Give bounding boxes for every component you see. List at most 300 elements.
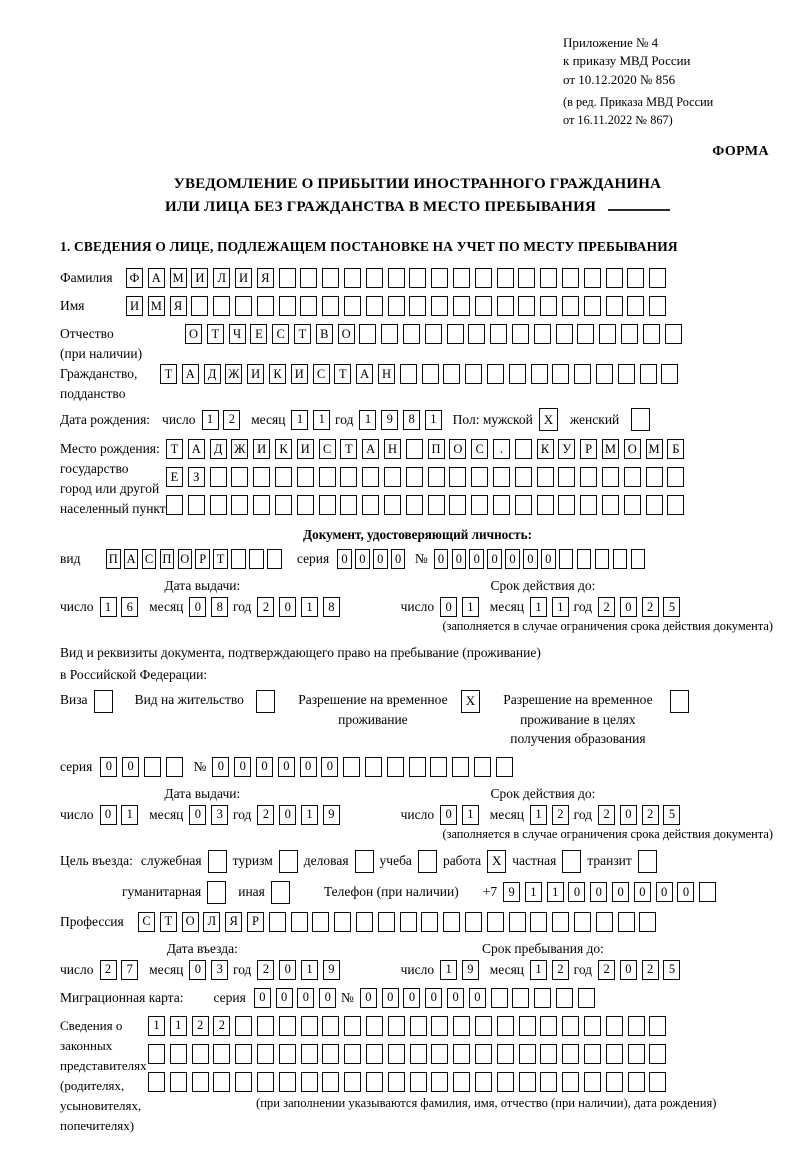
form-cell[interactable] bbox=[449, 467, 466, 487]
form-cell[interactable] bbox=[453, 296, 470, 316]
form-cell[interactable]: Т bbox=[160, 364, 177, 384]
form-cell[interactable] bbox=[562, 296, 579, 316]
form-cell[interactable]: 2 bbox=[223, 410, 240, 430]
form-cell[interactable] bbox=[661, 364, 678, 384]
form-cell[interactable] bbox=[531, 364, 548, 384]
form-cell[interactable] bbox=[297, 467, 314, 487]
form-cell[interactable] bbox=[192, 1072, 209, 1092]
form-cell[interactable] bbox=[540, 296, 557, 316]
form-cell[interactable]: 0 bbox=[189, 597, 206, 617]
form-cell[interactable] bbox=[213, 1044, 230, 1064]
form-cell[interactable]: 0 bbox=[279, 805, 296, 825]
form-cell[interactable] bbox=[487, 912, 504, 932]
form-cell[interactable] bbox=[580, 467, 597, 487]
form-cell[interactable]: 9 bbox=[323, 805, 340, 825]
form-cell[interactable]: И bbox=[191, 268, 208, 288]
form-cell[interactable]: 0 bbox=[279, 597, 296, 617]
form-cell[interactable]: Т bbox=[213, 549, 228, 569]
form-cell[interactable] bbox=[519, 1072, 536, 1092]
form-cell[interactable]: 1 bbox=[547, 882, 564, 902]
form-cell[interactable] bbox=[552, 364, 569, 384]
form-cell[interactable] bbox=[512, 988, 529, 1008]
form-cell[interactable] bbox=[344, 1072, 361, 1092]
form-cell[interactable] bbox=[191, 296, 208, 316]
form-cell[interactable]: О bbox=[449, 439, 466, 459]
form-cell[interactable]: 0 bbox=[469, 549, 484, 569]
form-cell[interactable] bbox=[584, 296, 601, 316]
form-cell[interactable] bbox=[497, 1072, 514, 1092]
form-cell[interactable]: Ч bbox=[229, 324, 246, 344]
form-cell[interactable] bbox=[388, 268, 405, 288]
form-cell[interactable]: А bbox=[356, 364, 373, 384]
form-cell[interactable]: 0 bbox=[360, 988, 377, 1008]
form-cell[interactable] bbox=[453, 1016, 470, 1036]
form-cell[interactable]: А bbox=[182, 364, 199, 384]
form-cell[interactable] bbox=[192, 1044, 209, 1064]
form-cell[interactable]: 0 bbox=[100, 757, 117, 777]
form-cell[interactable] bbox=[297, 495, 314, 515]
form-cell[interactable] bbox=[537, 467, 554, 487]
form-cell[interactable]: 0 bbox=[677, 882, 694, 902]
form-cell[interactable] bbox=[322, 1072, 339, 1092]
form-cell[interactable] bbox=[257, 1016, 274, 1036]
form-cell[interactable] bbox=[490, 324, 507, 344]
form-cell[interactable]: И bbox=[247, 364, 264, 384]
form-cell[interactable] bbox=[344, 296, 361, 316]
form-cell[interactable]: А bbox=[362, 439, 379, 459]
form-cell[interactable] bbox=[649, 268, 666, 288]
form-cell[interactable]: 1 bbox=[121, 805, 138, 825]
form-cell[interactable] bbox=[213, 296, 230, 316]
form-cell[interactable] bbox=[628, 1016, 645, 1036]
form-cell[interactable]: 1 bbox=[148, 1016, 165, 1036]
form-cell[interactable]: О bbox=[178, 549, 193, 569]
form-cell[interactable] bbox=[518, 296, 535, 316]
checkbox-temp-permit[interactable]: X bbox=[461, 690, 480, 713]
form-cell[interactable]: 0 bbox=[656, 882, 673, 902]
form-cell[interactable]: 0 bbox=[434, 549, 449, 569]
form-cell[interactable]: 1 bbox=[530, 597, 547, 617]
form-cell[interactable]: 0 bbox=[256, 757, 273, 777]
form-cell[interactable]: О bbox=[624, 439, 641, 459]
form-cell[interactable] bbox=[628, 1072, 645, 1092]
form-cell[interactable] bbox=[515, 439, 532, 459]
form-cell[interactable] bbox=[409, 268, 426, 288]
form-cell[interactable] bbox=[556, 988, 573, 1008]
form-cell[interactable]: 0 bbox=[620, 805, 637, 825]
form-cell[interactable] bbox=[400, 364, 417, 384]
form-cell[interactable]: 0 bbox=[189, 960, 206, 980]
form-cell[interactable] bbox=[453, 1072, 470, 1092]
form-cell[interactable] bbox=[275, 467, 292, 487]
form-cell[interactable] bbox=[627, 268, 644, 288]
form-cell[interactable]: Е bbox=[166, 467, 183, 487]
form-cell[interactable] bbox=[606, 1044, 623, 1064]
form-cell[interactable] bbox=[340, 467, 357, 487]
form-cell[interactable]: 0 bbox=[505, 549, 520, 569]
form-cell[interactable]: 8 bbox=[403, 410, 420, 430]
form-cell[interactable] bbox=[430, 757, 447, 777]
form-cell[interactable] bbox=[606, 296, 623, 316]
form-cell[interactable] bbox=[170, 1044, 187, 1064]
form-cell[interactable]: 1 bbox=[552, 597, 569, 617]
form-cell[interactable]: В bbox=[316, 324, 333, 344]
form-cell[interactable]: 0 bbox=[541, 549, 556, 569]
form-cell[interactable]: Л bbox=[213, 268, 230, 288]
form-cell[interactable] bbox=[519, 1044, 536, 1064]
form-cell[interactable]: 2 bbox=[192, 1016, 209, 1036]
checkbox-private[interactable] bbox=[562, 850, 581, 873]
form-cell[interactable] bbox=[562, 1072, 579, 1092]
form-cell[interactable] bbox=[649, 296, 666, 316]
form-cell[interactable] bbox=[148, 1072, 165, 1092]
form-cell[interactable] bbox=[475, 1044, 492, 1064]
form-cell[interactable] bbox=[621, 324, 638, 344]
form-cell[interactable] bbox=[602, 495, 619, 515]
form-cell[interactable] bbox=[596, 364, 613, 384]
form-cell[interactable] bbox=[235, 1016, 252, 1036]
form-cell[interactable]: 0 bbox=[440, 805, 457, 825]
form-cell[interactable] bbox=[384, 467, 401, 487]
form-cell[interactable]: Я bbox=[257, 268, 274, 288]
form-cell[interactable]: 0 bbox=[634, 882, 651, 902]
form-cell[interactable] bbox=[624, 495, 641, 515]
form-cell[interactable]: 2 bbox=[552, 805, 569, 825]
checkbox-study[interactable] bbox=[418, 850, 437, 873]
form-cell[interactable]: 0 bbox=[373, 549, 388, 569]
form-cell[interactable]: 1 bbox=[425, 410, 442, 430]
form-cell[interactable] bbox=[584, 268, 601, 288]
form-cell[interactable]: С bbox=[272, 324, 289, 344]
form-cell[interactable] bbox=[509, 364, 526, 384]
form-cell[interactable] bbox=[530, 912, 547, 932]
form-cell[interactable] bbox=[210, 495, 227, 515]
form-cell[interactable] bbox=[667, 495, 684, 515]
form-cell[interactable] bbox=[595, 549, 610, 569]
form-cell[interactable]: 9 bbox=[381, 410, 398, 430]
form-cell[interactable] bbox=[497, 1044, 514, 1064]
form-cell[interactable]: Т bbox=[160, 912, 177, 932]
form-cell[interactable] bbox=[475, 1016, 492, 1036]
form-cell[interactable] bbox=[378, 912, 395, 932]
form-cell[interactable]: 0 bbox=[568, 882, 585, 902]
form-cell[interactable]: П bbox=[106, 549, 121, 569]
form-cell[interactable]: Ж bbox=[231, 439, 248, 459]
form-cell[interactable] bbox=[519, 1016, 536, 1036]
form-cell[interactable] bbox=[562, 1016, 579, 1036]
form-cell[interactable]: 0 bbox=[452, 549, 467, 569]
form-cell[interactable] bbox=[540, 1044, 557, 1064]
checkbox-transit[interactable] bbox=[638, 850, 657, 873]
form-cell[interactable] bbox=[148, 1044, 165, 1064]
form-cell[interactable]: 1 bbox=[301, 597, 318, 617]
form-cell[interactable] bbox=[387, 757, 404, 777]
form-cell[interactable] bbox=[474, 757, 491, 777]
form-cell[interactable]: 9 bbox=[323, 960, 340, 980]
form-cell[interactable] bbox=[344, 268, 361, 288]
form-cell[interactable] bbox=[574, 364, 591, 384]
form-cell[interactable] bbox=[235, 1044, 252, 1064]
form-cell[interactable]: 8 bbox=[323, 597, 340, 617]
form-cell[interactable] bbox=[599, 324, 616, 344]
form-cell[interactable] bbox=[362, 495, 379, 515]
checkbox-edu-permit[interactable] bbox=[670, 690, 689, 713]
form-cell[interactable]: 1 bbox=[440, 960, 457, 980]
form-cell[interactable] bbox=[580, 495, 597, 515]
form-cell[interactable] bbox=[340, 495, 357, 515]
form-cell[interactable] bbox=[322, 1044, 339, 1064]
form-cell[interactable]: 0 bbox=[620, 960, 637, 980]
form-cell[interactable] bbox=[428, 495, 445, 515]
form-cell[interactable] bbox=[627, 296, 644, 316]
form-cell[interactable]: 2 bbox=[257, 597, 274, 617]
form-cell[interactable]: С bbox=[313, 364, 330, 384]
form-cell[interactable]: 2 bbox=[598, 597, 615, 617]
form-cell[interactable] bbox=[381, 324, 398, 344]
form-cell[interactable]: Т bbox=[294, 324, 311, 344]
form-cell[interactable] bbox=[235, 296, 252, 316]
checkbox-male[interactable]: X bbox=[539, 408, 558, 431]
form-cell[interactable]: Т bbox=[340, 439, 357, 459]
form-cell[interactable] bbox=[279, 268, 296, 288]
form-cell[interactable]: 0 bbox=[212, 757, 229, 777]
form-cell[interactable] bbox=[431, 1072, 448, 1092]
form-cell[interactable]: И bbox=[253, 439, 270, 459]
form-cell[interactable]: С bbox=[142, 549, 157, 569]
form-cell[interactable] bbox=[540, 268, 557, 288]
form-cell[interactable] bbox=[468, 324, 485, 344]
form-cell[interactable]: 1 bbox=[530, 960, 547, 980]
form-cell[interactable] bbox=[512, 324, 529, 344]
form-cell[interactable]: 5 bbox=[663, 805, 680, 825]
checkbox-residence-permit[interactable] bbox=[256, 690, 275, 713]
form-cell[interactable]: 2 bbox=[257, 805, 274, 825]
form-cell[interactable] bbox=[322, 296, 339, 316]
form-cell[interactable] bbox=[231, 549, 246, 569]
form-cell[interactable] bbox=[649, 1044, 666, 1064]
form-cell[interactable] bbox=[558, 495, 575, 515]
form-cell[interactable] bbox=[388, 1044, 405, 1064]
form-cell[interactable]: Р bbox=[247, 912, 264, 932]
form-cell[interactable] bbox=[475, 296, 492, 316]
checkbox-work[interactable]: X bbox=[487, 850, 506, 873]
form-cell[interactable] bbox=[497, 296, 514, 316]
form-cell[interactable] bbox=[257, 296, 274, 316]
form-cell[interactable]: А bbox=[124, 549, 139, 569]
form-cell[interactable]: Я bbox=[225, 912, 242, 932]
form-cell[interactable] bbox=[301, 1016, 318, 1036]
form-cell[interactable] bbox=[403, 324, 420, 344]
checkbox-visa[interactable] bbox=[94, 690, 113, 713]
form-cell[interactable] bbox=[409, 757, 426, 777]
form-cell[interactable] bbox=[487, 364, 504, 384]
form-cell[interactable]: Я bbox=[170, 296, 187, 316]
form-cell[interactable]: С bbox=[319, 439, 336, 459]
form-cell[interactable]: Д bbox=[204, 364, 221, 384]
form-cell[interactable] bbox=[624, 467, 641, 487]
form-cell[interactable]: 1 bbox=[530, 805, 547, 825]
form-cell[interactable]: 0 bbox=[391, 549, 406, 569]
form-cell[interactable]: 2 bbox=[257, 960, 274, 980]
form-cell[interactable]: М bbox=[602, 439, 619, 459]
form-cell[interactable]: 1 bbox=[462, 597, 479, 617]
form-cell[interactable] bbox=[279, 1016, 296, 1036]
form-cell[interactable] bbox=[388, 1016, 405, 1036]
form-cell[interactable]: 2 bbox=[213, 1016, 230, 1036]
form-cell[interactable] bbox=[365, 757, 382, 777]
form-cell[interactable] bbox=[422, 364, 439, 384]
form-cell[interactable]: 1 bbox=[301, 805, 318, 825]
form-cell[interactable] bbox=[366, 1072, 383, 1092]
form-cell[interactable] bbox=[406, 439, 423, 459]
form-cell[interactable]: 0 bbox=[487, 549, 502, 569]
form-cell[interactable]: 0 bbox=[469, 988, 486, 1008]
form-cell[interactable] bbox=[518, 268, 535, 288]
form-cell[interactable]: С bbox=[138, 912, 155, 932]
form-cell[interactable] bbox=[602, 467, 619, 487]
form-cell[interactable]: М bbox=[646, 439, 663, 459]
form-cell[interactable] bbox=[406, 467, 423, 487]
form-cell[interactable]: Н bbox=[378, 364, 395, 384]
form-cell[interactable]: 8 bbox=[211, 597, 228, 617]
checkbox-business[interactable] bbox=[355, 850, 374, 873]
form-cell[interactable] bbox=[574, 912, 591, 932]
form-cell[interactable]: 3 bbox=[211, 960, 228, 980]
form-cell[interactable] bbox=[166, 495, 183, 515]
form-cell[interactable] bbox=[577, 324, 594, 344]
form-cell[interactable]: И bbox=[291, 364, 308, 384]
form-cell[interactable]: 1 bbox=[301, 960, 318, 980]
form-cell[interactable]: 9 bbox=[503, 882, 520, 902]
form-cell[interactable] bbox=[366, 296, 383, 316]
form-cell[interactable]: 2 bbox=[100, 960, 117, 980]
form-cell[interactable] bbox=[409, 296, 426, 316]
form-cell[interactable] bbox=[613, 549, 628, 569]
form-cell[interactable]: П bbox=[428, 439, 445, 459]
form-cell[interactable] bbox=[431, 296, 448, 316]
form-cell[interactable]: А bbox=[188, 439, 205, 459]
form-cell[interactable] bbox=[447, 324, 464, 344]
form-cell[interactable] bbox=[235, 1072, 252, 1092]
form-cell[interactable] bbox=[388, 1072, 405, 1092]
form-cell[interactable]: 1 bbox=[525, 882, 542, 902]
form-cell[interactable]: Ф bbox=[126, 268, 143, 288]
form-cell[interactable]: З bbox=[188, 467, 205, 487]
checkbox-female[interactable] bbox=[631, 408, 650, 431]
form-cell[interactable]: Т bbox=[207, 324, 224, 344]
form-cell[interactable]: 1 bbox=[202, 410, 219, 430]
form-cell[interactable]: 6 bbox=[121, 597, 138, 617]
form-cell[interactable] bbox=[275, 495, 292, 515]
form-cell[interactable] bbox=[269, 912, 286, 932]
form-cell[interactable] bbox=[443, 912, 460, 932]
form-cell[interactable] bbox=[596, 912, 613, 932]
form-cell[interactable] bbox=[388, 296, 405, 316]
form-cell[interactable]: Е bbox=[250, 324, 267, 344]
form-cell[interactable] bbox=[453, 1044, 470, 1064]
form-cell[interactable] bbox=[279, 1044, 296, 1064]
form-cell[interactable] bbox=[406, 495, 423, 515]
form-cell[interactable] bbox=[421, 912, 438, 932]
form-cell[interactable] bbox=[170, 1072, 187, 1092]
form-cell[interactable]: 0 bbox=[382, 988, 399, 1008]
form-cell[interactable] bbox=[343, 757, 360, 777]
form-cell[interactable]: И bbox=[235, 268, 252, 288]
form-cell[interactable] bbox=[515, 467, 532, 487]
form-cell[interactable] bbox=[577, 549, 592, 569]
form-cell[interactable] bbox=[640, 364, 657, 384]
form-cell[interactable] bbox=[556, 324, 573, 344]
form-cell[interactable] bbox=[344, 1044, 361, 1064]
form-cell[interactable] bbox=[558, 467, 575, 487]
form-cell[interactable] bbox=[188, 495, 205, 515]
form-cell[interactable] bbox=[356, 912, 373, 932]
form-cell[interactable]: 0 bbox=[234, 757, 251, 777]
form-cell[interactable]: 5 bbox=[663, 597, 680, 617]
form-cell[interactable] bbox=[559, 549, 574, 569]
form-cell[interactable] bbox=[431, 268, 448, 288]
form-cell[interactable] bbox=[257, 1044, 274, 1064]
form-cell[interactable]: 3 bbox=[211, 805, 228, 825]
form-cell[interactable] bbox=[253, 495, 270, 515]
form-cell[interactable] bbox=[319, 495, 336, 515]
form-cell[interactable]: 1 bbox=[170, 1016, 187, 1036]
form-cell[interactable] bbox=[410, 1072, 427, 1092]
form-cell[interactable] bbox=[537, 495, 554, 515]
form-cell[interactable] bbox=[496, 757, 513, 777]
form-cell[interactable]: Ж bbox=[225, 364, 242, 384]
form-cell[interactable] bbox=[578, 988, 595, 1008]
form-cell[interactable]: 0 bbox=[447, 988, 464, 1008]
form-cell[interactable] bbox=[279, 1072, 296, 1092]
form-cell[interactable] bbox=[509, 912, 526, 932]
form-cell[interactable] bbox=[667, 467, 684, 487]
form-cell[interactable] bbox=[366, 1016, 383, 1036]
form-cell[interactable] bbox=[359, 324, 376, 344]
form-cell[interactable] bbox=[665, 324, 682, 344]
form-cell[interactable] bbox=[649, 1072, 666, 1092]
form-cell[interactable] bbox=[431, 1016, 448, 1036]
checkbox-other[interactable] bbox=[271, 881, 290, 904]
form-cell[interactable]: 5 bbox=[663, 960, 680, 980]
form-cell[interactable] bbox=[646, 467, 663, 487]
form-cell[interactable] bbox=[465, 912, 482, 932]
form-cell[interactable]: 0 bbox=[189, 805, 206, 825]
form-cell[interactable]: . bbox=[493, 439, 510, 459]
form-cell[interactable]: 2 bbox=[642, 597, 659, 617]
form-cell[interactable] bbox=[366, 268, 383, 288]
form-cell[interactable]: 0 bbox=[300, 757, 317, 777]
form-cell[interactable]: И bbox=[126, 296, 143, 316]
form-cell[interactable]: О bbox=[182, 912, 199, 932]
form-cell[interactable] bbox=[584, 1072, 601, 1092]
form-cell[interactable]: 0 bbox=[279, 960, 296, 980]
form-cell[interactable] bbox=[552, 912, 569, 932]
form-cell[interactable] bbox=[493, 495, 510, 515]
form-cell[interactable] bbox=[231, 467, 248, 487]
form-cell[interactable]: Т bbox=[334, 364, 351, 384]
form-cell[interactable] bbox=[649, 1016, 666, 1036]
form-cell[interactable]: 0 bbox=[100, 805, 117, 825]
form-cell[interactable]: Н bbox=[384, 439, 401, 459]
form-cell[interactable]: 0 bbox=[440, 597, 457, 617]
form-cell[interactable] bbox=[493, 467, 510, 487]
form-cell[interactable]: 2 bbox=[552, 960, 569, 980]
form-cell[interactable] bbox=[344, 1016, 361, 1036]
form-cell[interactable]: 0 bbox=[254, 988, 271, 1008]
form-cell[interactable]: 2 bbox=[598, 805, 615, 825]
form-cell[interactable]: 0 bbox=[321, 757, 338, 777]
